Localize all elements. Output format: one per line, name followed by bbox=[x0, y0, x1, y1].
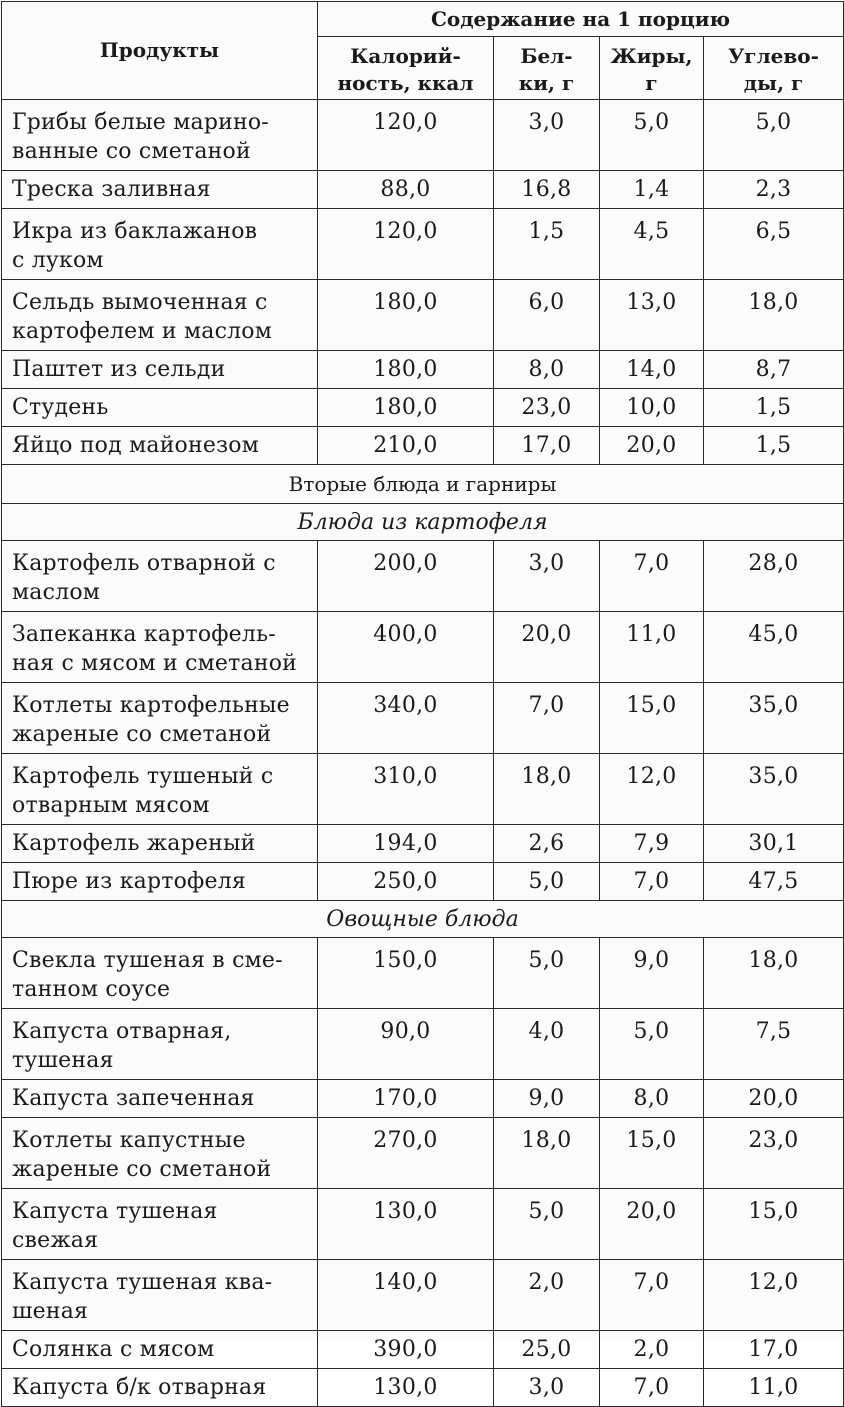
fat-cell: 2,0 bbox=[600, 1331, 704, 1369]
header-protein-line1: Бел- bbox=[520, 44, 573, 68]
section-title: Вторые блюда и гарниры bbox=[2, 465, 844, 504]
product-name-line: Капуста тушеная ква- bbox=[12, 1270, 273, 1295]
header-protein-line2: ки, г bbox=[518, 71, 575, 95]
calories-cell: 120,0 bbox=[318, 100, 494, 171]
protein-cell: 9,0 bbox=[494, 1080, 600, 1118]
calories-cell: 310,0 bbox=[318, 754, 494, 825]
header-fat-line1: Жиры, bbox=[610, 44, 693, 68]
product-name-line: Картофель отварной с bbox=[12, 551, 276, 576]
fat-cell: 12,0 bbox=[600, 754, 704, 825]
carbs-cell: 5,0 bbox=[704, 100, 844, 171]
table-header bbox=[2, 2, 844, 100]
product-name-line: шеная bbox=[12, 1299, 89, 1324]
product-name-cell bbox=[2, 171, 318, 209]
section-vegetable-dishes bbox=[2, 938, 844, 1407]
calories-cell: 250,0 bbox=[318, 863, 494, 901]
table-row bbox=[2, 1009, 844, 1080]
product-name-line: Треска заливная bbox=[12, 177, 211, 202]
product-name-cell bbox=[2, 863, 318, 901]
product-name-line: Капуста отварная, bbox=[12, 1019, 232, 1044]
calories-cell: 180,0 bbox=[318, 280, 494, 351]
table-row bbox=[2, 171, 844, 209]
product-name-cell bbox=[2, 1009, 318, 1080]
product-name-line: Пюре из картофеля bbox=[12, 869, 246, 894]
carbs-cell: 2,3 bbox=[704, 171, 844, 209]
table-row bbox=[2, 1080, 844, 1118]
product-name-line: Грибы белые марино- bbox=[12, 110, 269, 135]
carbs-cell: 30,1 bbox=[704, 825, 844, 863]
table-row bbox=[2, 541, 844, 612]
table-row bbox=[2, 351, 844, 389]
product-name-line: Котлеты капустные bbox=[12, 1128, 246, 1153]
product-name-line: с луком bbox=[12, 248, 104, 273]
calories-cell: 90,0 bbox=[318, 1009, 494, 1080]
protein-cell: 1,5 bbox=[494, 209, 600, 280]
calories-cell: 400,0 bbox=[318, 612, 494, 683]
table-row bbox=[2, 754, 844, 825]
product-name-line: Яйцо под майонезом bbox=[12, 433, 260, 458]
product-name-cell bbox=[2, 1118, 318, 1189]
protein-cell: 20,0 bbox=[494, 612, 600, 683]
table-row bbox=[2, 427, 844, 465]
table-row bbox=[2, 1369, 844, 1407]
product-name-line: танном соусе bbox=[12, 977, 171, 1002]
carbs-cell: 1,5 bbox=[704, 389, 844, 427]
carbs-cell: 20,0 bbox=[704, 1080, 844, 1118]
fat-cell: 5,0 bbox=[600, 1009, 704, 1080]
protein-cell: 2,6 bbox=[494, 825, 600, 863]
product-name-line: Студень bbox=[12, 395, 109, 420]
table-row bbox=[2, 863, 844, 901]
protein-cell: 17,0 bbox=[494, 427, 600, 465]
product-name-cell bbox=[2, 209, 318, 280]
carbs-cell: 45,0 bbox=[704, 612, 844, 683]
fat-cell: 14,0 bbox=[600, 351, 704, 389]
product-name-line: Запеканка картофель- bbox=[12, 622, 276, 647]
fat-cell: 1,4 bbox=[600, 171, 704, 209]
product-name-line: маслом bbox=[12, 580, 101, 605]
protein-cell: 5,0 bbox=[494, 863, 600, 901]
section-appetizers bbox=[2, 100, 844, 465]
product-name-cell bbox=[2, 938, 318, 1009]
product-name-line: Икра из баклажанов bbox=[12, 219, 258, 244]
fat-cell: 20,0 bbox=[600, 1189, 704, 1260]
product-name-cell bbox=[2, 427, 318, 465]
fat-cell: 7,0 bbox=[600, 863, 704, 901]
protein-cell: 5,0 bbox=[494, 1189, 600, 1260]
fat-cell: 7,0 bbox=[600, 1260, 704, 1331]
calories-cell: 120,0 bbox=[318, 209, 494, 280]
carbs-cell: 18,0 bbox=[704, 938, 844, 1009]
protein-cell: 6,0 bbox=[494, 280, 600, 351]
protein-cell: 3,0 bbox=[494, 541, 600, 612]
fat-cell: 20,0 bbox=[600, 427, 704, 465]
carbs-cell: 6,5 bbox=[704, 209, 844, 280]
product-name-line: Паштет из сельди bbox=[12, 357, 226, 382]
fat-cell: 15,0 bbox=[600, 683, 704, 754]
protein-cell: 3,0 bbox=[494, 1369, 600, 1407]
table-row bbox=[2, 209, 844, 280]
carbs-cell: 7,5 bbox=[704, 1009, 844, 1080]
header-carbs bbox=[704, 37, 844, 100]
table-row bbox=[2, 280, 844, 351]
section-second-courses bbox=[2, 465, 844, 541]
protein-cell: 5,0 bbox=[494, 938, 600, 1009]
fat-cell: 7,0 bbox=[600, 1369, 704, 1407]
product-name-line: свежая bbox=[12, 1228, 99, 1253]
calories-cell: 210,0 bbox=[318, 427, 494, 465]
product-name-cell bbox=[2, 1189, 318, 1260]
carbs-cell: 47,5 bbox=[704, 863, 844, 901]
protein-cell: 23,0 bbox=[494, 389, 600, 427]
fat-cell: 11,0 bbox=[600, 612, 704, 683]
calories-cell: 88,0 bbox=[318, 171, 494, 209]
product-name-cell bbox=[2, 1369, 318, 1407]
calories-cell: 140,0 bbox=[318, 1260, 494, 1331]
protein-cell: 2,0 bbox=[494, 1260, 600, 1331]
calories-cell: 390,0 bbox=[318, 1331, 494, 1369]
calories-cell: 180,0 bbox=[318, 389, 494, 427]
protein-cell: 18,0 bbox=[494, 754, 600, 825]
product-name-line: жареные со сметаной bbox=[12, 1157, 272, 1182]
calories-cell: 170,0 bbox=[318, 1080, 494, 1118]
carbs-cell: 23,0 bbox=[704, 1118, 844, 1189]
header-fat-line2: г bbox=[645, 71, 658, 95]
product-name-cell bbox=[2, 541, 318, 612]
product-name-cell bbox=[2, 1080, 318, 1118]
calories-cell: 180,0 bbox=[318, 351, 494, 389]
header-carbs-line1: Углево- bbox=[728, 44, 819, 68]
table-row bbox=[2, 612, 844, 683]
calories-cell: 340,0 bbox=[318, 683, 494, 754]
product-name-cell bbox=[2, 1331, 318, 1369]
carbs-cell: 1,5 bbox=[704, 427, 844, 465]
table-row bbox=[2, 1331, 844, 1369]
product-name-cell bbox=[2, 612, 318, 683]
carbs-cell: 15,0 bbox=[704, 1189, 844, 1260]
product-name-line: Капуста б/к отварная bbox=[12, 1375, 267, 1400]
protein-cell: 8,0 bbox=[494, 351, 600, 389]
table-row bbox=[2, 1118, 844, 1189]
product-name-cell bbox=[2, 1260, 318, 1331]
header-calories-line1: Калорий- bbox=[350, 44, 461, 68]
carbs-cell: 12,0 bbox=[704, 1260, 844, 1331]
product-name-line: Солянка с мясом bbox=[12, 1337, 215, 1362]
product-name-line: Картофель жареный bbox=[12, 831, 256, 856]
product-name-cell bbox=[2, 351, 318, 389]
table-row bbox=[2, 100, 844, 171]
product-name-line: ная с мясом и сметаной bbox=[12, 651, 297, 676]
header-calories-line2: ность, ккал bbox=[337, 71, 474, 95]
nutrition-table bbox=[1, 1, 844, 1407]
fat-cell: 15,0 bbox=[600, 1118, 704, 1189]
carbs-cell: 35,0 bbox=[704, 754, 844, 825]
header-calories bbox=[318, 37, 494, 100]
product-name-cell bbox=[2, 100, 318, 171]
subsection-potato-title: Блюда из картофеля bbox=[2, 504, 844, 541]
product-name-cell bbox=[2, 825, 318, 863]
subsection-vegetable-title: Овощные блюда bbox=[2, 901, 844, 938]
product-name-line: Капуста запеченная bbox=[12, 1086, 255, 1111]
fat-cell: 7,0 bbox=[600, 541, 704, 612]
carbs-cell: 28,0 bbox=[704, 541, 844, 612]
carbs-cell: 35,0 bbox=[704, 683, 844, 754]
table-row bbox=[2, 938, 844, 1009]
calories-cell: 270,0 bbox=[318, 1118, 494, 1189]
product-name-line: тушеная bbox=[12, 1048, 114, 1073]
product-name-line: жареные со сметаной bbox=[12, 722, 272, 747]
fat-cell: 13,0 bbox=[600, 280, 704, 351]
header-protein bbox=[494, 37, 600, 100]
protein-cell: 25,0 bbox=[494, 1331, 600, 1369]
product-name-cell bbox=[2, 389, 318, 427]
calories-cell: 200,0 bbox=[318, 541, 494, 612]
header-fat bbox=[600, 37, 704, 100]
header-carbs-line2: ды, г bbox=[743, 71, 804, 95]
protein-cell: 3,0 bbox=[494, 100, 600, 171]
table-row bbox=[2, 1189, 844, 1260]
table-row bbox=[2, 825, 844, 863]
product-name-cell bbox=[2, 280, 318, 351]
product-name-line: отварным мясом bbox=[12, 793, 210, 818]
product-name-line: ванные со сметаной bbox=[12, 139, 251, 164]
section-veg-header bbox=[2, 901, 844, 938]
calories-cell: 130,0 bbox=[318, 1189, 494, 1260]
carbs-cell: 8,7 bbox=[704, 351, 844, 389]
fat-cell: 10,0 bbox=[600, 389, 704, 427]
product-name-cell bbox=[2, 754, 318, 825]
calories-cell: 130,0 bbox=[318, 1369, 494, 1407]
calories-cell: 194,0 bbox=[318, 825, 494, 863]
protein-cell: 7,0 bbox=[494, 683, 600, 754]
table-row bbox=[2, 683, 844, 754]
protein-cell: 4,0 bbox=[494, 1009, 600, 1080]
product-name-line: Свекла тушеная в сме- bbox=[12, 948, 283, 973]
header-products: Продукты bbox=[2, 2, 318, 100]
product-name-line: Котлеты картофельные bbox=[12, 693, 290, 718]
product-name-line: Картофель тушеный с bbox=[12, 764, 274, 789]
protein-cell: 18,0 bbox=[494, 1118, 600, 1189]
header-content-per-portion: Содержание на 1 порцию bbox=[318, 2, 844, 37]
product-name-line: Капуста тушеная bbox=[12, 1199, 218, 1224]
fat-cell: 4,5 bbox=[600, 209, 704, 280]
fat-cell: 5,0 bbox=[600, 100, 704, 171]
protein-cell: 16,8 bbox=[494, 171, 600, 209]
product-name-cell bbox=[2, 683, 318, 754]
calories-cell: 150,0 bbox=[318, 938, 494, 1009]
table-row bbox=[2, 389, 844, 427]
carbs-cell: 18,0 bbox=[704, 280, 844, 351]
section-potato-dishes bbox=[2, 541, 844, 901]
carbs-cell: 11,0 bbox=[704, 1369, 844, 1407]
product-name-line: Сельдь вымоченная с bbox=[12, 290, 268, 315]
carbs-cell: 17,0 bbox=[704, 1331, 844, 1369]
table-row bbox=[2, 1260, 844, 1331]
fat-cell: 7,9 bbox=[600, 825, 704, 863]
fat-cell: 8,0 bbox=[600, 1080, 704, 1118]
product-name-line: картофелем и маслом bbox=[12, 319, 273, 344]
fat-cell: 9,0 bbox=[600, 938, 704, 1009]
